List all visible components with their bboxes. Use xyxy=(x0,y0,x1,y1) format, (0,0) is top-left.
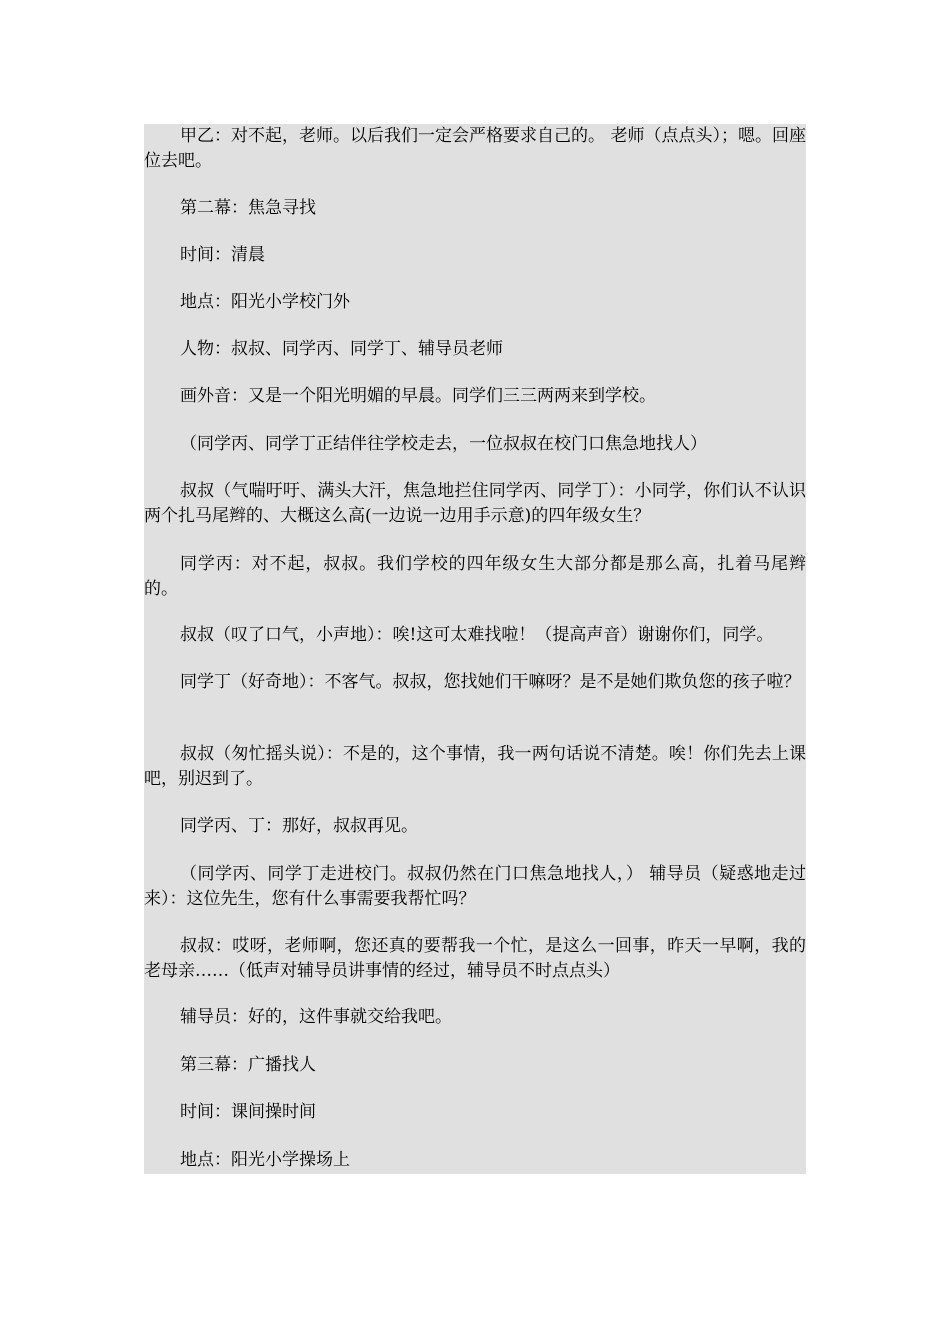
scene-heading: 第三幕：广播找人 xyxy=(180,1055,316,1075)
paragraph: 时间：清晨 xyxy=(180,245,265,265)
paragraph: 辅导员：好的，这件事就交给我吧。 xyxy=(180,1007,452,1027)
stage-direction: （同学丙、同学丁走进校门。叔叔仍然在门口焦急地找人，） 辅导员（疑惑地走过来）：这位先生，您有什么事需要我帮忙吗？ xyxy=(144,864,806,909)
paragraph: 叔叔：哎呀，老师啊，您还真的要帮我一个忙，是这么一回事，昨天一早啊，我的老母亲……（低声对辅导员讲事情的经过，辅导员不时点点头） xyxy=(144,936,806,981)
document-text-block xyxy=(144,124,806,1174)
stage-direction: （同学丙、同学丁正结伴往学校走去，一位叔叔在校门口焦急地找人） xyxy=(180,434,707,454)
paragraph: 画外音：又是一个阳光明媚的早晨。同学们三三两两来到学校。 xyxy=(180,386,656,406)
paragraph: 同学丙：对不起，叔叔。我们学校的四年级女生大部分都是那么高，扎着马尾辫的。 xyxy=(144,554,806,599)
paragraph: 地点：阳光小学校门外 xyxy=(180,292,350,312)
paragraph: 同学丁（好奇地）：不客气。叔叔，您找她们干嘛呀？是不是她们欺负您的孩子啦？ xyxy=(180,672,801,692)
scene-heading: 第二幕：焦急寻找 xyxy=(180,198,316,218)
paragraph: 地点：阳光小学操场上 xyxy=(180,1150,350,1170)
paragraph: 甲乙：对不起，老师。以后我们一定会严格要求自己的。 老师（点点头）；嗯。回座位去吧。 xyxy=(144,126,806,171)
paragraph: 时间：课间操时间 xyxy=(180,1102,316,1122)
paragraph: 人物：叔叔、同学丙、同学丁、辅导员老师 xyxy=(180,339,503,359)
paragraph: 叔叔（匆忙摇头说）：不是的，这个事情，我一两句话说不清楚。唉！你们先去上课吧，别迟到了。 xyxy=(144,744,806,789)
paragraph: 叔叔（叹了口气，小声地）：唉!这可太难找啦！（提高声音）谢谢你们，同学。 xyxy=(180,625,774,645)
paragraph: 叔叔（气喘吁吁、满头大汗，焦急地拦住同学丙、同学丁）：小同学，你们认不认识两个扎马尾辫的、大概这么高(一边说一边用手示意)的四年级女生？ xyxy=(144,481,806,526)
paragraph: 同学丙、丁：那好，叔叔再见。 xyxy=(180,816,418,836)
